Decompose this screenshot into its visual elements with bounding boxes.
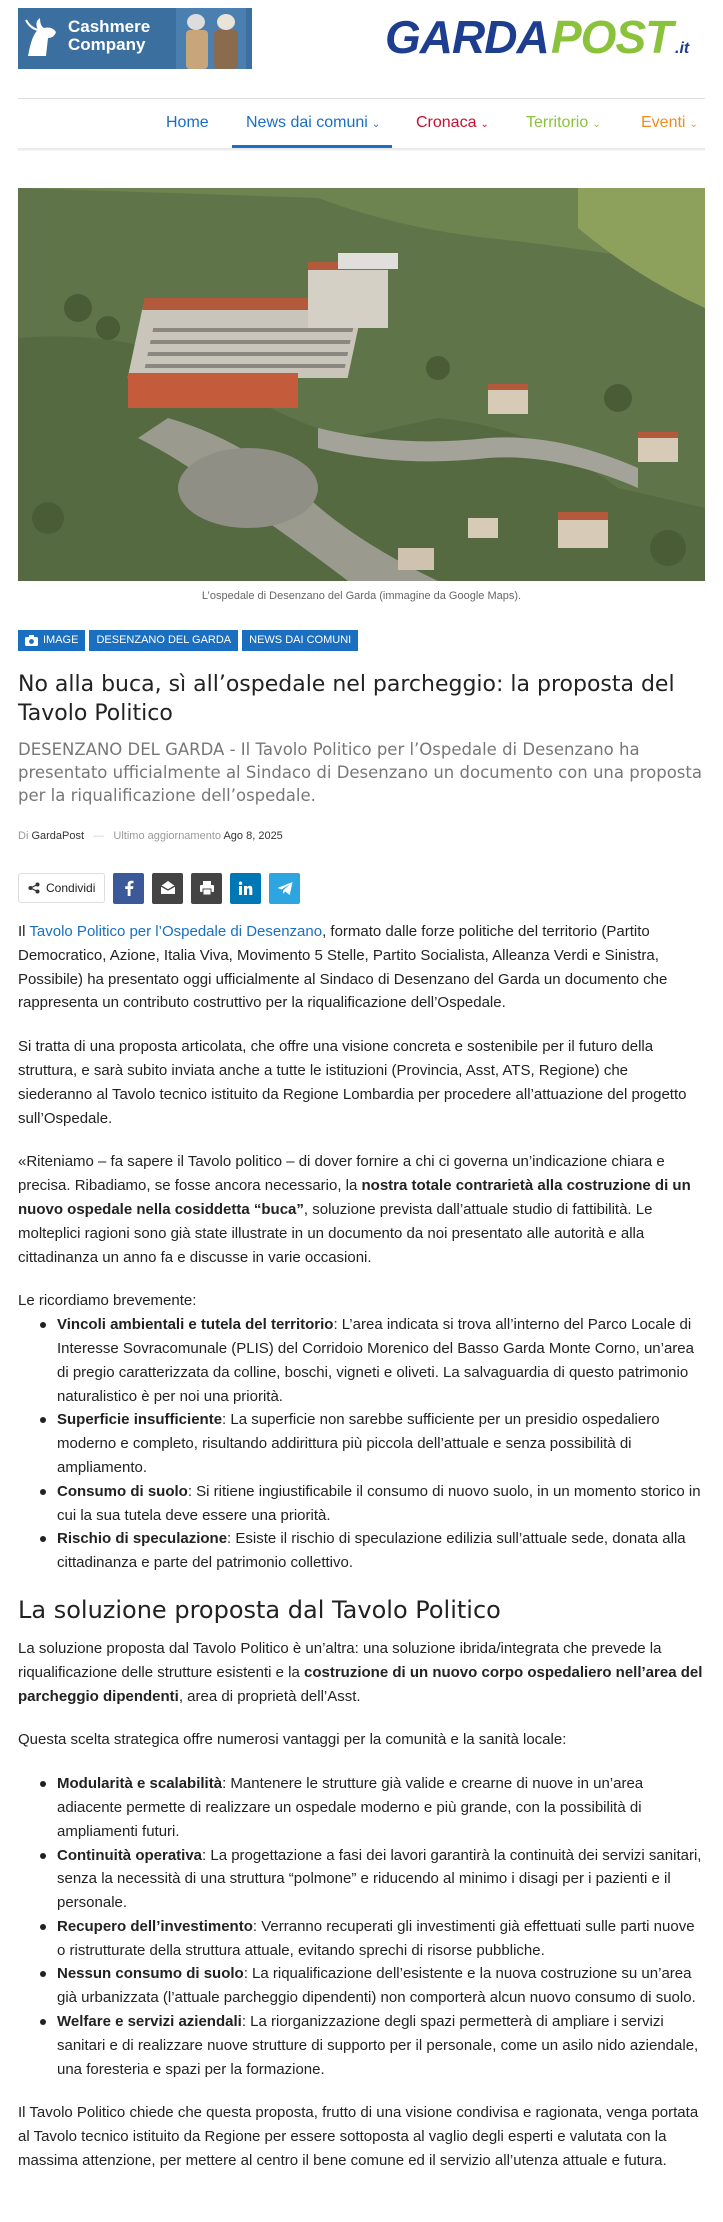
list-item: Modularità e scalabilità: Mantenere le strutture già valide e crearne di nuove in un’area adiacente permette di realizzare un ospedale moderno e più grande, con la possibilità di ampliamenti futuri.: [40, 1772, 705, 1843]
paragraph-intro: Il Tavolo Politico per l’Ospedale di Desenzano, formato dalle forze politiche del territorio (Partito Democratico, Azione, Italia Viva, Movimento 5 Stelle, Partito Socialista, Alleanza Verdi e Sinistra, Possibile) ha presentato oggi ufficialmente al Sindaco di Desenzano del Garda un documento che rappresenta un contributo costruttivo per la riqualificazione dell’Ospedale.: [18, 923, 668, 1012]
logo-garda: GARDA: [385, 11, 549, 63]
print-button[interactable]: [191, 873, 222, 904]
list-item: Superficie insufficiente: La superficie non sarebbe sufficiente per un presidio ospedaliero moderno e completo, risultando addirittura più piccola dell’attuale e senza possibilità di ampliamento.: [40, 1408, 705, 1479]
chevron-down-icon: ⌄: [371, 119, 381, 130]
linkedin-icon: [238, 881, 253, 896]
facebook-icon: [122, 880, 136, 896]
share-icon: [28, 882, 40, 894]
linkedin-share-button[interactable]: [230, 873, 261, 904]
list-item: Nessun consumo di suolo: La riqualificazione dell’esistente e la nuova costruzione su un’area già urbanizzata (l’attuale parcheggio dipendenti) non comporterà alcun nuovo consumo di suolo.: [40, 1962, 705, 2010]
paragraph-closing: Il Tavolo Politico chiede che questa proposta, frutto di una visione condivisa e ragionata, venga portata al Tavolo tecnico istituito da Regione per essere sottoposta al vaglio degli esperti e valutata con la massima attenzione, per mettere al centro il bene comune ed il servizio all’utenza attuale e futura.: [18, 2104, 699, 2170]
tag-news-dai-comuni[interactable]: NEWS DAI COMUNI: [242, 630, 358, 651]
chevron-down-icon: ⌄: [592, 119, 601, 130]
hospital-aerial-photo: [18, 188, 705, 581]
nav-eventi[interactable]: Eventi ⌄: [641, 114, 698, 131]
list-item: Vincoli ambientali e tutela del territorio: L’area indicata si trova all’interno del Parco Locale di Interesse Sovracomunale (PLIS) del Corridoio Morenico del Basso Garda Monte Corno, un’area di pregio caratterizzata da colline, boschi, vigneti e oliveti. La salvaguardia di questo patrimonio naturalistico è per noi una priorità.: [40, 1313, 705, 1408]
list-item: Rischio di speculazione: Esiste il rischio di speculazione edilizia sull’attuale sede, donata alla cittadinanza e parte del patrimonio collettivo.: [40, 1527, 705, 1575]
ad-brand: Cashmere Company: [68, 17, 151, 54]
email-icon: [160, 880, 176, 896]
logo-suffix: .it: [675, 40, 690, 57]
gardapost-logo[interactable]: [385, 10, 703, 70]
telegram-icon: [277, 881, 293, 896]
list1-intro: Le ricordiamo brevemente:: [18, 1292, 197, 1310]
paragraph-solution: La soluzione proposta dal Tavolo Politico è un’altra: una soluzione ibrida/integrata che prevede la riqualificazione delle strutture esistenti e la costruzione di un nuovo corpo ospedaliero nell’area del parcheggio dipendenti, area di proprietà dell’Asst.: [18, 1639, 703, 1705]
nav-home[interactable]: Home: [166, 114, 209, 131]
article-title: No alla buca, sì all’ospedale nel parcheggio: la proposta del Tavolo Politico: [18, 672, 675, 726]
post-tags: [18, 630, 358, 651]
paragraph-advantages: Questa scelta strategica offre numerosi vantaggi per la comunità e la sanità locale:: [18, 1731, 567, 1749]
paragraph-quote: «Riteniamo – fa sapere il Tavolo politico – di dover fornire a chi ci governa un’indicazione chiara e precisa. Ribadiamo, se fosse ancora necessario, la nostra totale contrarietà alla costruzione di un nuovo ospedale nella cosiddetta “buca”, soluzione prevista dall’attuale studio di fattibilità. Le molteplici ragioni sono già state illustrate in un documento da noi presentato alle autorità e alla cittadinanza un anno fa e discusse in varie occasioni.: [18, 1153, 691, 1266]
article-body: [18, 920, 705, 2193]
nav-news-dai-comuni[interactable]: News dai comuni ⌄: [246, 114, 381, 131]
cashmere-company-ad[interactable]: [18, 8, 252, 69]
chevron-down-icon: ⌄: [689, 119, 698, 130]
share-button[interactable]: Condividi: [18, 873, 105, 903]
article-meta: Di GardaPost — Ultimo aggiornamento Ago 8, 2025: [18, 830, 283, 842]
hero-caption: L’ospedale di Desenzano del Garda (immagine da Google Maps).: [201, 590, 522, 602]
email-share-button[interactable]: [152, 873, 183, 904]
paragraph-proposal: Si tratta di una proposta articolata, che offre una visione concreta e sostenibile per il futuro della struttura, e sarà subito inviata anche a tutte le istituzioni (Provincia, Asst, ATS, Regione) che siederanno al Tavolo tecnico istituito da Regione Lombardia per procedere all’attuazione del progetto sull’Ospedale.: [18, 1038, 687, 1127]
goat-logo-icon: [24, 16, 60, 62]
facebook-share-button[interactable]: [113, 873, 144, 904]
section-heading: La soluzione proposta dal Tavolo Politico: [18, 1595, 501, 1624]
list-item: Continuità operativa: La progettazione a fasi dei lavori garantirà la continuità dei servizi sanitari, senza la necessità di una struttura “polmone” e riducendo al minimo i disagi per i pazienti e il personale.: [40, 1844, 705, 1915]
advantages-list: [40, 1772, 705, 2081]
author-link[interactable]: GardaPost: [31, 830, 85, 842]
tag-desenzano-del-garda[interactable]: DESENZANO DEL GARDA: [89, 630, 238, 651]
print-icon: [199, 880, 215, 896]
nav-cronaca[interactable]: Cronaca ⌄: [416, 114, 489, 131]
updated-date: Ago 8, 2025: [223, 830, 283, 842]
sheep-illustration-icon: [176, 8, 246, 69]
list-item: Welfare e servizi aziendali: La riorganizzazione degli spazi permetterà di ampliare i servizi sanitari e di realizzare nuove strutture di supporto per il personale, come un asilo nido aziendale, una foresteria e spazi per la formazione.: [40, 2010, 705, 2081]
camera-icon: [25, 635, 38, 646]
chevron-down-icon: ⌄: [480, 119, 489, 130]
main-navigation: [0, 100, 723, 148]
logo-post: POST: [551, 11, 673, 63]
tag-image[interactable]: IMAGE: [18, 630, 85, 651]
reasons-list: [40, 1313, 705, 1575]
share-bar: [18, 872, 300, 904]
telegram-share-button[interactable]: [269, 873, 300, 904]
article-subtitle: DESENZANO DEL GARDA - Il Tavolo Politico per l’Ospedale di Desenzano ha presentato ufficialmente al Sindaco di Desenzano un documento con una proposta per la riqualificazione dell’ospedale.: [18, 740, 702, 805]
list-item: Consumo di suolo: Si ritiene ingiustificabile il consumo di nuovo suolo, in un momento storico in cui la sua tutela deve essere una priorità.: [40, 1480, 705, 1528]
nav-territorio[interactable]: Territorio ⌄: [526, 114, 601, 131]
list-item: Recupero dell’investimento: Verranno recuperati gli investimenti già effettuati sulle parti nuove o ristrutturate della struttura attuale, evitando sprechi di risorse pubbliche.: [40, 1915, 705, 1963]
hero-image: [18, 188, 705, 581]
tavolo-politico-link[interactable]: Tavolo Politico per l’Ospedale di Desenzano: [29, 923, 323, 940]
